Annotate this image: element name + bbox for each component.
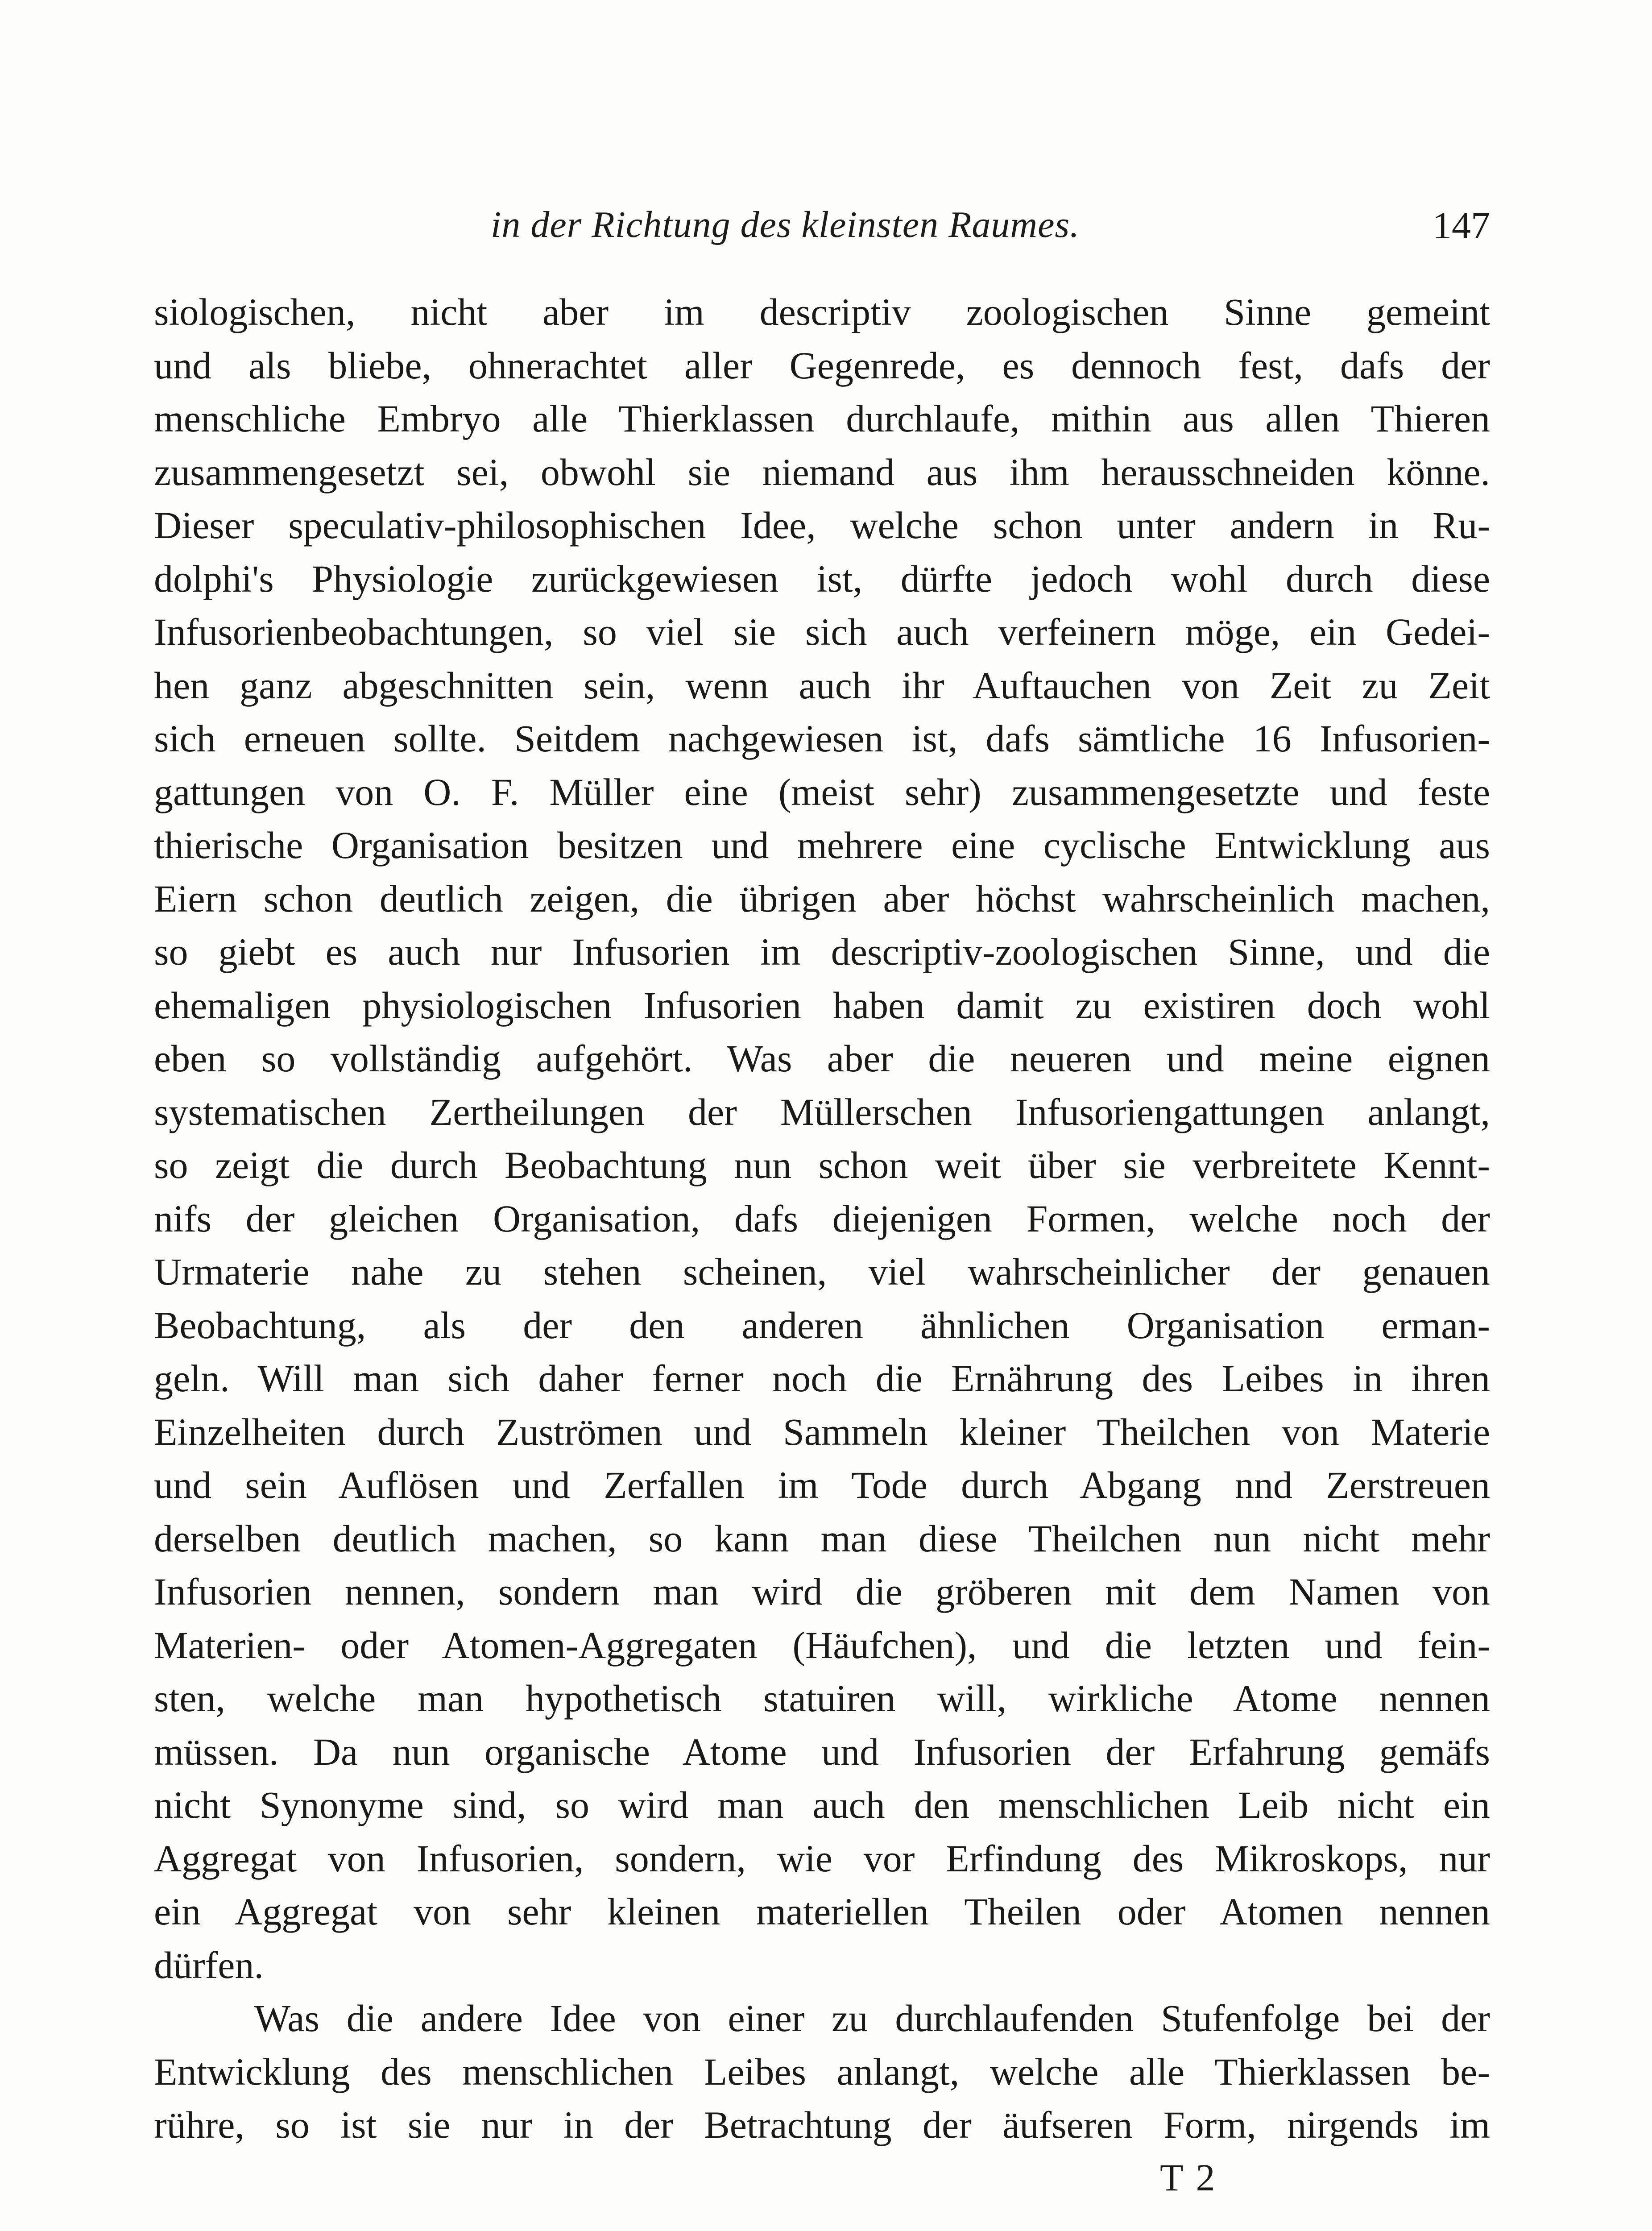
text-line: hen ganz abgeschnitten sein, wenn auch ihr Auftauchen von Zeit zu Zeit	[154, 663, 1490, 707]
signature-mark: T 2	[1160, 2156, 1217, 2199]
text-line: menschliche Embryo alle Thierklassen durchlaufe, mithin aus allen Thieren	[154, 397, 1490, 440]
paragraph-1	[154, 286, 1490, 1992]
text-line: geln. Will man sich daher ferner noch die Ernährung des Leibes in ihren	[154, 1357, 1490, 1400]
text-line: Eiern schon deutlich zeigen, die übrigen aber höchst wahrscheinlich machen,	[154, 877, 1490, 920]
text-line: dolphi's Physiologie zurückgewiesen ist, dürfte jedoch wohl durch diese	[154, 557, 1490, 600]
text-line: thierische Organisation besitzen und mehrere eine cyclische Entwicklung aus	[154, 824, 1490, 867]
text-line: nicht Synonyme sind, so wird man auch den menschlichen Leib nicht ein	[154, 1783, 1490, 1826]
text-line: Aggregat von Infusorien, sondern, wie vor Erfindung des Mikroskops, nur	[154, 1837, 1490, 1880]
text-line: so zeigt die durch Beobachtung nun schon weit über sie verbreitete Kennt-	[154, 1144, 1490, 1186]
text-line: nifs der gleichen Organisation, dafs diejenigen Formen, welche noch der	[154, 1197, 1490, 1240]
text-line: Infusorienbeobachtungen, so viel sie sich auch verfeinern möge, ein Gedei-	[154, 610, 1490, 653]
text-line: sten, welche man hypothetisch statuiren will, wirkliche Atome nennen	[154, 1677, 1490, 1720]
text-line: müssen. Da nun organische Atome und Infusorien der Erfahrung gemäfs	[154, 1730, 1490, 1773]
text-line: derselben deutlich machen, so kann man diese Theilchen nun nicht mehr	[154, 1517, 1490, 1560]
paragraph-2	[154, 1992, 1490, 2152]
page-header	[491, 203, 1490, 265]
text-line: Entwicklung des menschlichen Leibes anlangt, welche alle Thierklassen be-	[154, 2050, 1490, 2093]
page-number: 147	[1433, 204, 1490, 247]
text-line: siologischen, nicht aber im descriptiv zoologischen Sinne gemeint	[154, 290, 1490, 333]
text-line: und als bliebe, ohnerachtet aller Gegenrede, es dennoch fest, dafs der	[154, 344, 1490, 387]
text-line: Infusorien nennen, sondern man wird die gröberen mit dem Namen von	[154, 1570, 1490, 1613]
text-line: eben so vollständig aufgehört. Was aber die neueren und meine eignen	[154, 1037, 1490, 1080]
text-line: Materien- oder Atomen-Aggregaten (Häufchen), und die letzten und fein-	[154, 1623, 1490, 1667]
text-line: systematischen Zertheilungen der Müllerschen Infusoriengattungen anlangt,	[154, 1090, 1490, 1133]
text-line: Urmaterie nahe zu stehen scheinen, viel wahrscheinlicher der genauen	[154, 1250, 1490, 1293]
running-title: in der Richtung des kleinsten Raumes.	[491, 204, 1080, 245]
text-line: dürfen.	[154, 1943, 264, 1986]
text-line: gattungen von O. F. Müller eine (meist sehr) zusammengesetzte und feste	[154, 770, 1490, 813]
text-line: ein Aggregat von sehr kleinen materiellen Theilen oder Atomen nennen	[154, 1890, 1490, 1933]
text-line: sich erneuen sollte. Seitdem nachgewiesen ist, dafs sämtliche 16 Infusorien-	[154, 717, 1490, 760]
text-line: zusammengesetzt sei, obwohl sie niemand aus ihm herausschneiden könne.	[154, 450, 1490, 493]
text-line: Beobachtung, als der den anderen ähnlichen Organisation erman-	[154, 1303, 1490, 1347]
text-line: rühre, so ist sie nur in der Betrachtung der äufseren Form, nirgends im	[154, 2103, 1490, 2146]
text-line: und sein Auflösen und Zerfallen im Tode durch Abgang nnd Zerstreuen	[154, 1464, 1490, 1506]
text-line: Dieser speculativ-philosophischen Idee, welche schon unter andern in Ru-	[154, 504, 1490, 547]
text-line: Was die andere Idee von einer zu durchlaufenden Stufenfolge bei der	[254, 1997, 1490, 2040]
body-text	[154, 286, 1490, 2152]
text-line: ehemaligen physiologischen Infusorien haben damit zu existiren doch wohl	[154, 983, 1490, 1027]
text-line: Einzelheiten durch Zuströmen und Sammeln kleiner Theilchen von Materie	[154, 1410, 1490, 1453]
text-line: so giebt es auch nur Infusorien im descriptiv-zoologischen Sinne, und die	[154, 930, 1490, 973]
